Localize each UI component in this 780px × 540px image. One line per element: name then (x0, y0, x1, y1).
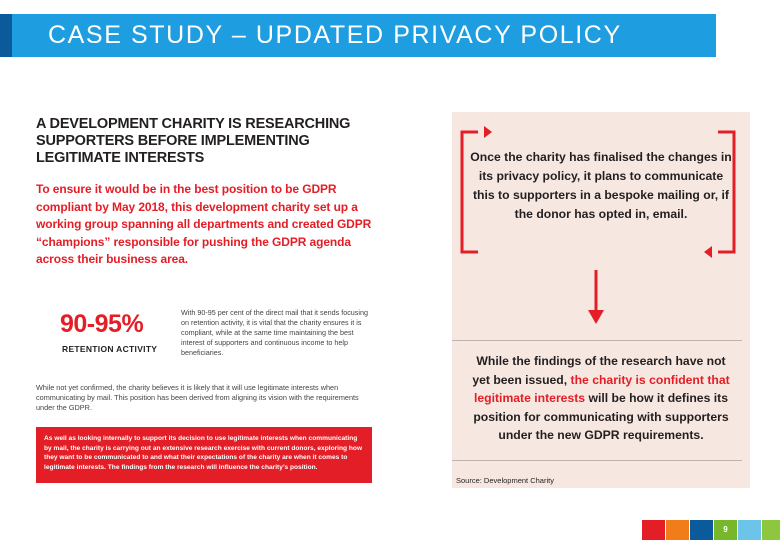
title-accent (0, 14, 12, 57)
strip-segment (762, 520, 780, 540)
stat-block (36, 310, 372, 360)
finding-highlight: the charity is confident that legitimate interests (474, 372, 730, 405)
strip-segment (642, 520, 665, 540)
bracket-arrow-graphic (452, 112, 750, 342)
stat-label: RETENTION ACTIVITY (62, 344, 158, 354)
left-panel (36, 116, 372, 471)
divider-bottom (452, 460, 742, 461)
intro-paragraph: To ensure it would be in the best position to be GDPR compliant by May 2018, this development charity set up a working group spanning all departments and created GDPR “champions” responsible for pushing the GDPR agenda across their business area. (36, 182, 372, 266)
source-note: Source: Development Charity (456, 476, 554, 485)
body-paragraph: While not yet confirmed, the charity believes it is likely that it will use legitimate interests when communicating by mail. This position has been derived from aligning its vision with the requirements under the GDPR. (36, 383, 359, 412)
finding-text (466, 352, 736, 445)
finding-part-1: While the findings of the research have not yet been issued, (472, 354, 726, 387)
title-bar (0, 14, 716, 57)
stat-value: 90-95% (60, 310, 144, 338)
strip-segment (666, 520, 689, 540)
strip-segment (690, 520, 713, 540)
article-heading: A DEVELOPMENT CHARITY IS RESEARCHING SUPPORTERS BEFORE IMPLEMENTING LEGITIMATE INTERESTS (36, 116, 351, 166)
right-panel (452, 112, 750, 488)
colour-strip (642, 520, 780, 540)
stat-description: With 90-95 per cent of the direct mail that it sends focusing on retention activity, it is vital that the charity ensures it is compliant, while at the same time maintaining the best interest of supporters and continuous income to help beneficiaries. (181, 308, 368, 357)
strip-segment (738, 520, 761, 540)
quote-text: Once the charity has finalised the changes in its privacy policy, it plans to communicate this to supporters in a bespoke mailing or, if the donor has opted in, email. (470, 150, 732, 221)
page-title: CASE STUDY – UPDATED PRIVACY POLICY (48, 21, 622, 49)
page-number: 9 (714, 520, 737, 540)
highlight-box: As well as looking internally to support its decision to use legitimate interests when communicating by mail, the charity is carrying out an extensive research exercise with current donors, exploring how they want to be communicated to and what their expectations of the charity are when it comes to legitimate interests. The findings from the research will influence the charity’s position. (36, 427, 372, 483)
divider-top (452, 340, 742, 341)
finding-part-2: will be how it defines its position for communicating with supporters under the new GDPR requirements. (473, 391, 729, 442)
